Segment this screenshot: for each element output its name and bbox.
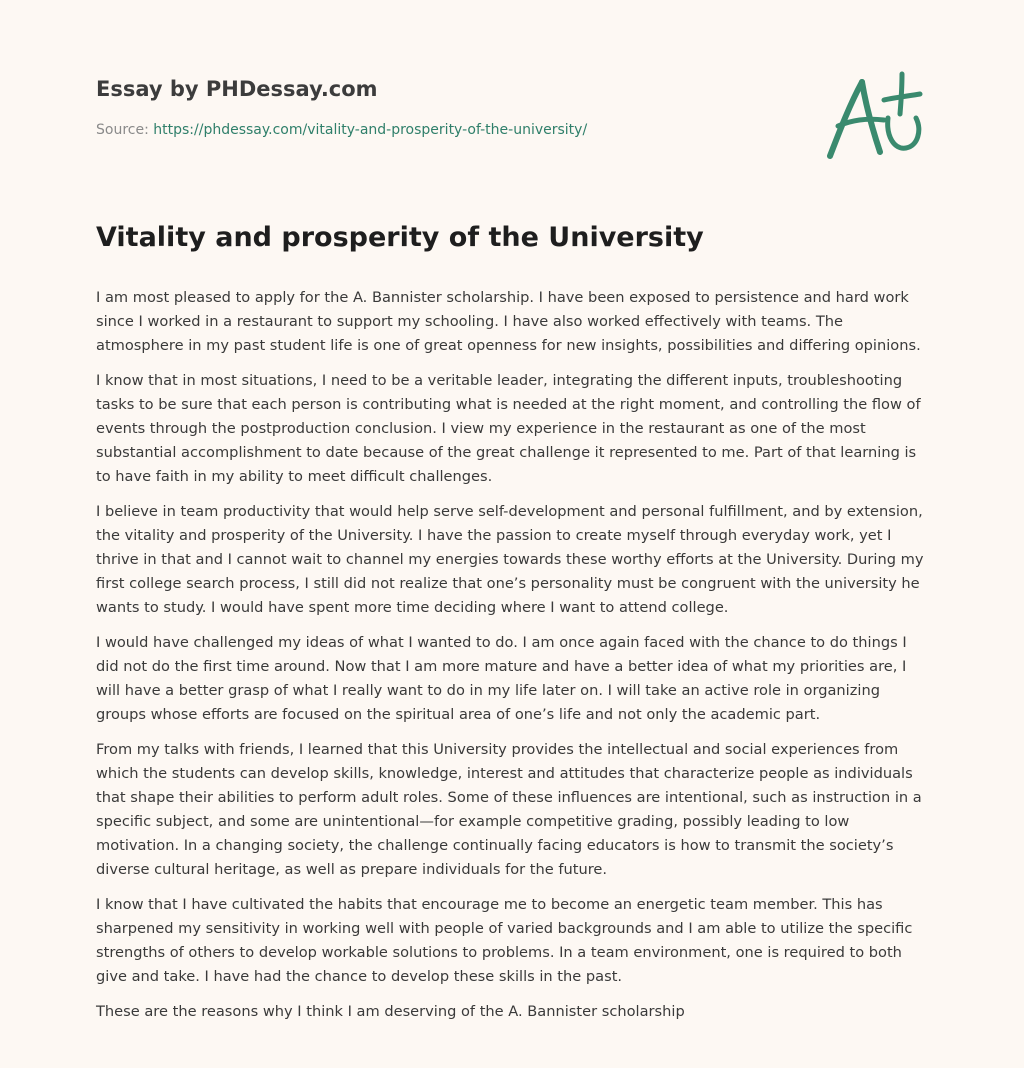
essay-paragraph: I know that I have cultivated the habits that encourage me to become an energetic team member. This has sharpened my sensitivity in working well with people of varied backgrounds and I am able to utilize the specific strengths of others to develop workable solutions to problems. In a team environment, one is required to both give and take. I have had the chance to develop these skills in the past.	[96, 896, 913, 985]
essay-paragraph: I would have challenged my ideas of what I wanted to do. I am once again faced with the chance to do things I did not do the first time around. Now that I am more mature and have a better idea of what my priorities are, I will have a better grasp of what I really want to do in my life later on. I will take an active role in organizing groups whose efforts are focused on the spiritual area of one’s life and not only the academic part.	[96, 634, 907, 723]
source-label: Source:	[96, 122, 149, 138]
essay-paragraph: These are the reasons why I think I am deserving of the A. Bannister scholarship	[96, 1003, 685, 1020]
source-link[interactable]: https://phdessay.com/vitality-and-prosperity-of-the-university/	[153, 122, 588, 138]
essay-paragraph: I am most pleased to apply for the A. Bannister scholarship. I have been exposed to persistence and hard work since I worked in a restaurant to support my schooling. I have also worked effectively with teams. The atmosphere in my past student life is one of great openness for new insights, possibilities and differing opinions.	[96, 289, 921, 354]
site-header	[96, 74, 796, 104]
essay-body	[96, 286, 932, 1035]
essay-paragraph: I believe in team productivity that would help serve self-development and personal fulfillment, and by extension, the vitality and prosperity of the University. I have the passion to create myself through everyday work, yet I thrive in that and I cannot wait to channel my energies towards these worthy efforts at the University. During my first college search process, I still did not realize that one’s personality must be congruent with the university he wants to study. I would have spent more time deciding where I want to attend college.	[96, 503, 924, 616]
a-plus-grade-icon	[822, 68, 930, 164]
essay-paragraph: I know that in most situations, I need to be a veritable leader, integrating the different inputs, troubleshooting tasks to be sure that each person is contributing what is needed at the right moment, and controlling the flow of events through the postproduction conclusion. I view my experience in the restaurant as one of the most substantial accomplishment to date because of the great challenge it represented to me. Part of that learning is to have faith in my ability to meet difficult challenges.	[96, 372, 921, 485]
essay-paragraph: From my talks with friends, I learned that this University provides the intellectual and social experiences from which the students can develop skills, knowledge, interest and attitudes that characterize people as individuals that shape their abilities to perform adult roles. Some of these influences are intentional, such as instruction in a specific subject, and some are unintentional—for example competitive grading, possibly leading to low motivation. In a changing society, the challenge continually facing educators is how to transmit the society’s diverse cultural heritage, as well as prepare individuals for the future.	[96, 741, 922, 878]
source-line	[96, 122, 587, 138]
site-title: Essay by PHDessay.com	[96, 77, 378, 101]
essay-title: Vitality and prosperity of the University	[96, 222, 704, 253]
